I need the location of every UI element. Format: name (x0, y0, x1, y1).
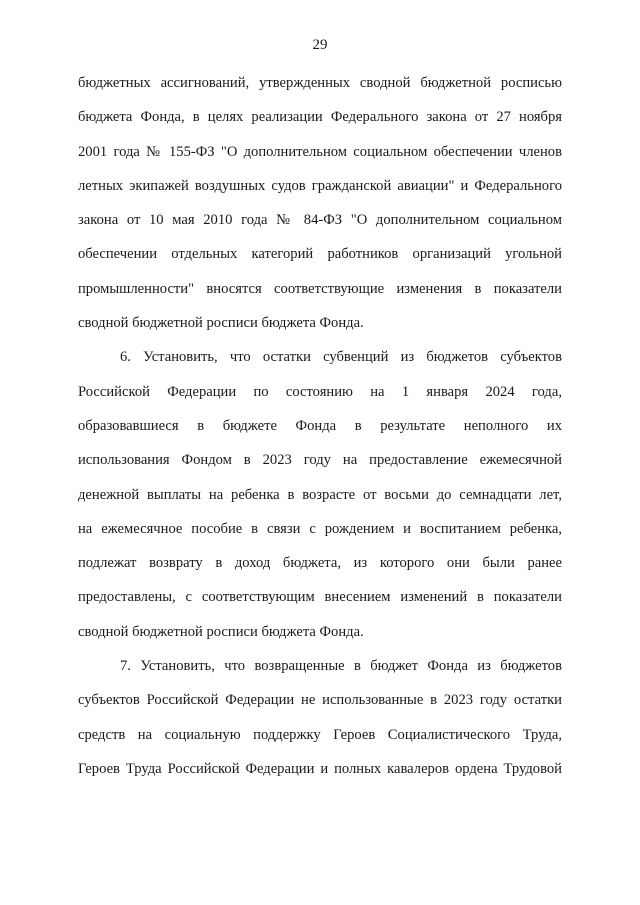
paragraph-item-6 (78, 340, 562, 649)
body-text (78, 66, 562, 786)
text-line: образовавшиеся в бюджете Фонда в результате неполного их (78, 417, 562, 434)
text-line: Героев Труда Российской Федерации и полных кавалеров ордена Трудовой (78, 760, 562, 777)
text-line: бюджетных ассигнований, утвержденных сводной бюджетной росписью (78, 75, 562, 91)
text-line: использования Фондом в 2023 году на предоставление ежемесячной (78, 452, 562, 469)
text-line: сводной бюджетной росписи бюджета Фонда. (78, 315, 364, 332)
text-line: средств на социальную поддержку Героев Социалистического Труда, (78, 726, 562, 743)
text-line: денежной выплаты на ребенка в возрасте от восьми до семнадцати лет, (78, 486, 562, 503)
paragraph-item-7 (78, 649, 562, 786)
text-line: закона от 10 мая 2010 года № 84-ФЗ "О дополнительном социальном (78, 212, 562, 229)
text-line: 6. Установить, что остатки субвенций из бюджетов субъектов (120, 349, 562, 366)
text-line: сводной бюджетной росписи бюджета Фонда. (78, 623, 364, 640)
text-line: бюджета Фонда, в целях реализации Федерального закона от 27 ноября (78, 109, 562, 126)
text-line: обеспечении отдельных категорий работников организаций угольной (78, 246, 562, 263)
paragraph-continuation (78, 66, 562, 340)
text-line: Российской Федерации по состоянию на 1 января 2024 года, (78, 383, 562, 400)
text-line: летных экипажей воздушных судов гражданской авиации" и Федерального (78, 177, 562, 194)
text-line: предоставлены, с соответствующим внесением изменений в показатели (78, 589, 562, 606)
page-number: 29 (312, 37, 328, 53)
text-line: 2001 года № 155-ФЗ "О дополнительном социальном обеспечении членов (78, 143, 562, 160)
text-line: субъектов Российской Федерации не использованные в 2023 году остатки (78, 692, 562, 709)
text-line: 7. Установить, что возвращенные в бюджет Фонда из бюджетов (120, 658, 562, 675)
text-line: подлежат возврату в доход бюджета, из которого они были ранее (78, 555, 562, 572)
text-line: на ежемесячное пособие в связи с рождением и воспитанием ребенка, (78, 520, 562, 537)
text-line: промышленности" вносятся соответствующие изменения в показатели (78, 280, 562, 297)
